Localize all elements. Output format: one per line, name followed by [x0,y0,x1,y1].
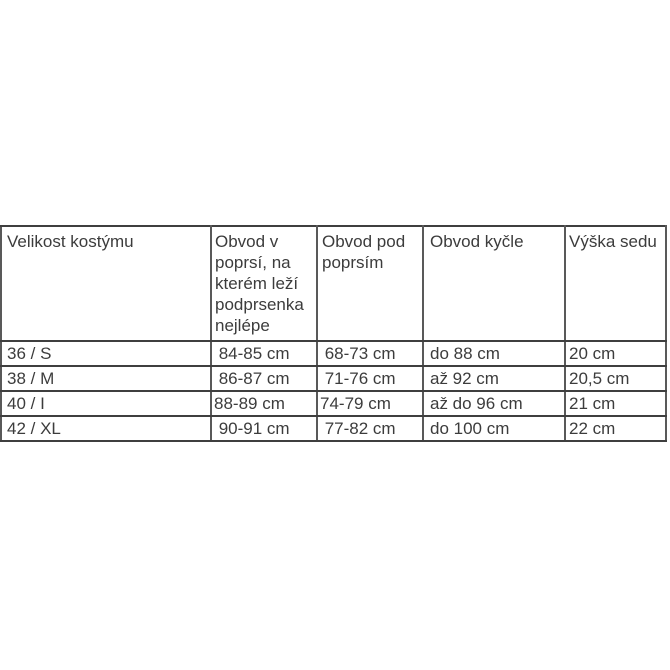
cell-hip: až 92 cm [423,366,565,391]
cell-seat-height: 20,5 cm [565,366,666,391]
cell-size: 38 / M [1,366,211,391]
header-row [1,226,666,341]
cell-bust: 90-91 cm [211,416,317,441]
cell-hip: do 88 cm [423,341,565,366]
header-vyska-sedu: Výška sedu [565,226,666,341]
size-chart-table [0,225,667,442]
table-row-40-i [1,391,666,416]
cell-underbust: 68-73 cm [317,341,423,366]
cell-seat-height: 20 cm [565,341,666,366]
cell-hip: až do 96 cm [423,391,565,416]
cell-underbust: 77-82 cm [317,416,423,441]
cell-bust: 88-89 cm [211,391,317,416]
cell-underbust: 71-76 cm [317,366,423,391]
cell-size: 40 / I [1,391,211,416]
cell-seat-height: 22 cm [565,416,666,441]
table-row-42-xl [1,416,666,441]
cell-underbust: 74-79 cm [317,391,423,416]
cell-seat-height: 21 cm [565,391,666,416]
table-row-36-s [1,341,666,366]
cell-size: 42 / XL [1,416,211,441]
cell-size: 36 / S [1,341,211,366]
cell-hip: do 100 cm [423,416,565,441]
header-obvod-pod-poprsim: Obvod pod poprsím [317,226,423,341]
header-obvod-kycle: Obvod kyčle [423,226,565,341]
table-row-38-m [1,366,666,391]
header-obvod-v-poprsi: Obvod v poprsí, na kterém leží podprsenka nejlépe [211,226,317,341]
cell-bust: 84-85 cm [211,341,317,366]
header-velikost-kostymu: Velikost kostýmu [1,226,211,341]
cell-bust: 86-87 cm [211,366,317,391]
